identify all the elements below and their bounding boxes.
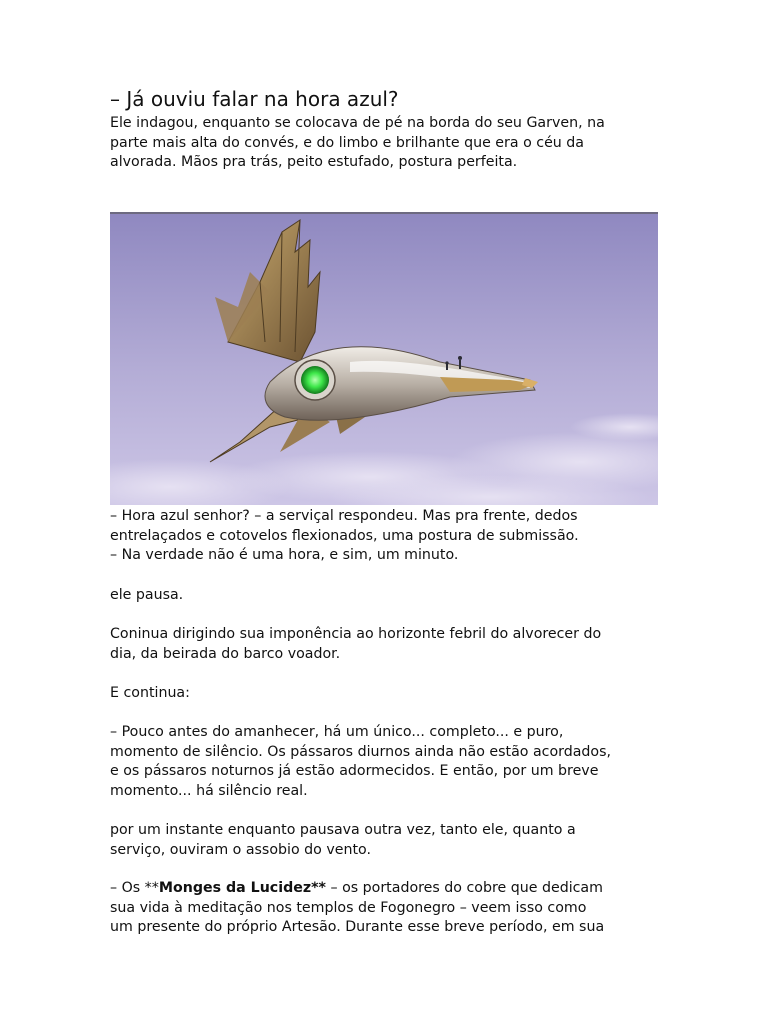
intro-line: alvorada. Mãos pra trás, peito estufado, postura perfeita. (110, 154, 518, 171)
dialogue-line: entrelaçados e cotovelos flexionados, uma postura de submissão. (110, 527, 579, 544)
continues-line: Coninua dirigindo sua imponência ao horizonte febril do alvorecer do (110, 626, 602, 642)
monks-line (110, 879, 660, 899)
pause-line: ele pausa. (110, 587, 184, 603)
continues-paragraph (110, 625, 660, 664)
monks-line: sua vida à meditação nos templos de Fogonegro – veem isso como (110, 899, 587, 916)
instant-line: serviço, ouviram o assobio do vento. (110, 841, 371, 858)
monks-paragraph (110, 879, 660, 938)
intro-line: Ele indagou, enquanto se colocava de pé na borda do seu Garven, na (110, 115, 605, 131)
dialogue-paragraph-2 (110, 723, 660, 801)
flying-ship-illustration (110, 212, 658, 505)
continues-short-paragraph (110, 684, 660, 704)
dialogue-line: e os pássaros noturnos já estão adormecidos. E então, por um breve (110, 763, 599, 780)
intro-line: parte mais alta do convés, e do limbo e brilhante que era o céu da (110, 134, 584, 151)
instant-line: por um instante enquanto pausava outra vez, tanto ele, quanto a (110, 822, 576, 838)
dialogue-paragraph-1 (110, 507, 660, 566)
dialogue-heading: – Já ouviu falar na hora azul? (110, 87, 399, 111)
monks-prefix: – Os ** (110, 880, 159, 896)
pause-paragraph (110, 586, 660, 606)
dialogue-line: – Hora azul senhor? – a serviçal respondeu. Mas pra frente, dedos (110, 508, 578, 524)
dialogue-line: – Pouco antes do amanhecer, há um único... completo... e puro, (110, 724, 564, 740)
flying-ship-image (110, 212, 658, 505)
monks-suffix: – os portadores do cobre que dedicam (325, 880, 603, 896)
continues-line: dia, da beirada do barco voador. (110, 645, 341, 662)
intro-paragraph (110, 114, 660, 173)
dialogue-line: momento... há silêncio real. (110, 782, 308, 799)
instant-paragraph (110, 821, 660, 860)
dialogue-line: momento de silêncio. Os pássaros diurnos ainda não estão acordados, (110, 743, 611, 760)
monks-name: Monges da Lucidez** (158, 880, 326, 896)
dialogue-line: – Na verdade não é uma hora, e sim, um minuto. (110, 547, 459, 564)
monks-line: um presente do próprio Artesão. Durante esse breve período, em sua (110, 919, 605, 936)
continues-short-line: E continua: (110, 685, 190, 701)
